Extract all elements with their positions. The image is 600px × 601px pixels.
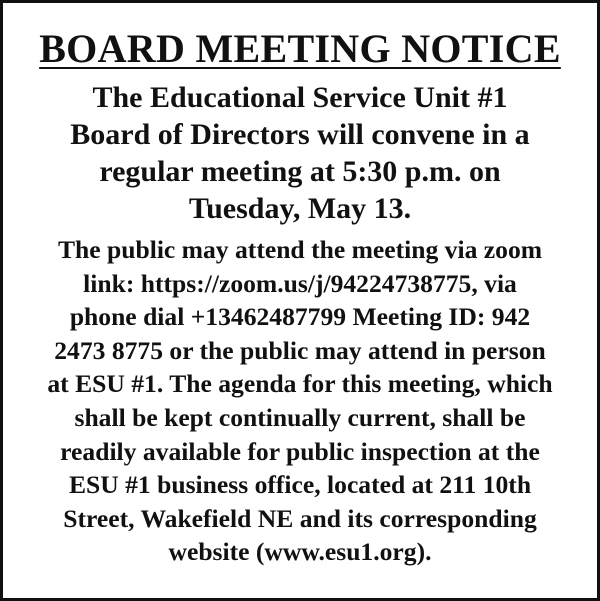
meeting-details <box>3 233 597 569</box>
notice-title-text: BOARD MEETING NOTICE <box>39 26 561 71</box>
meeting-announcement <box>3 79 597 227</box>
details-line-8: ESU #1 business office, located at 211 10th <box>68 470 532 500</box>
details-line-2: link: https://zoom.us/j/94224738775, via <box>83 268 517 298</box>
announcement-line-1: The Educational Service Unit #1 <box>92 81 508 114</box>
details-line-9: Street, Wakefield NE and its corresponding <box>63 503 537 533</box>
details-line-4: 2473 8775 or the public may attend in person <box>54 335 546 365</box>
details-line-6: shall be kept continually current, shall be <box>74 402 526 432</box>
details-line-5: at ESU #1. The agenda for this meeting, which <box>47 369 553 399</box>
details-line-10: website (www.esu1.org). <box>168 537 432 567</box>
announcement-line-3: regular meeting at 5:30 p.m. on <box>99 155 501 188</box>
details-line-7: readily available for public inspection at the <box>60 436 540 466</box>
announcement-line-2: Board of Directors will convene in a <box>70 118 530 151</box>
notice-title <box>3 23 597 75</box>
details-line-1: The public may attend the meeting via zoom <box>57 235 543 264</box>
details-line-3: phone dial +13462487799 Meeting ID: 942 <box>69 302 531 332</box>
announcement-line-4: Tuesday, May 13. <box>188 192 412 225</box>
